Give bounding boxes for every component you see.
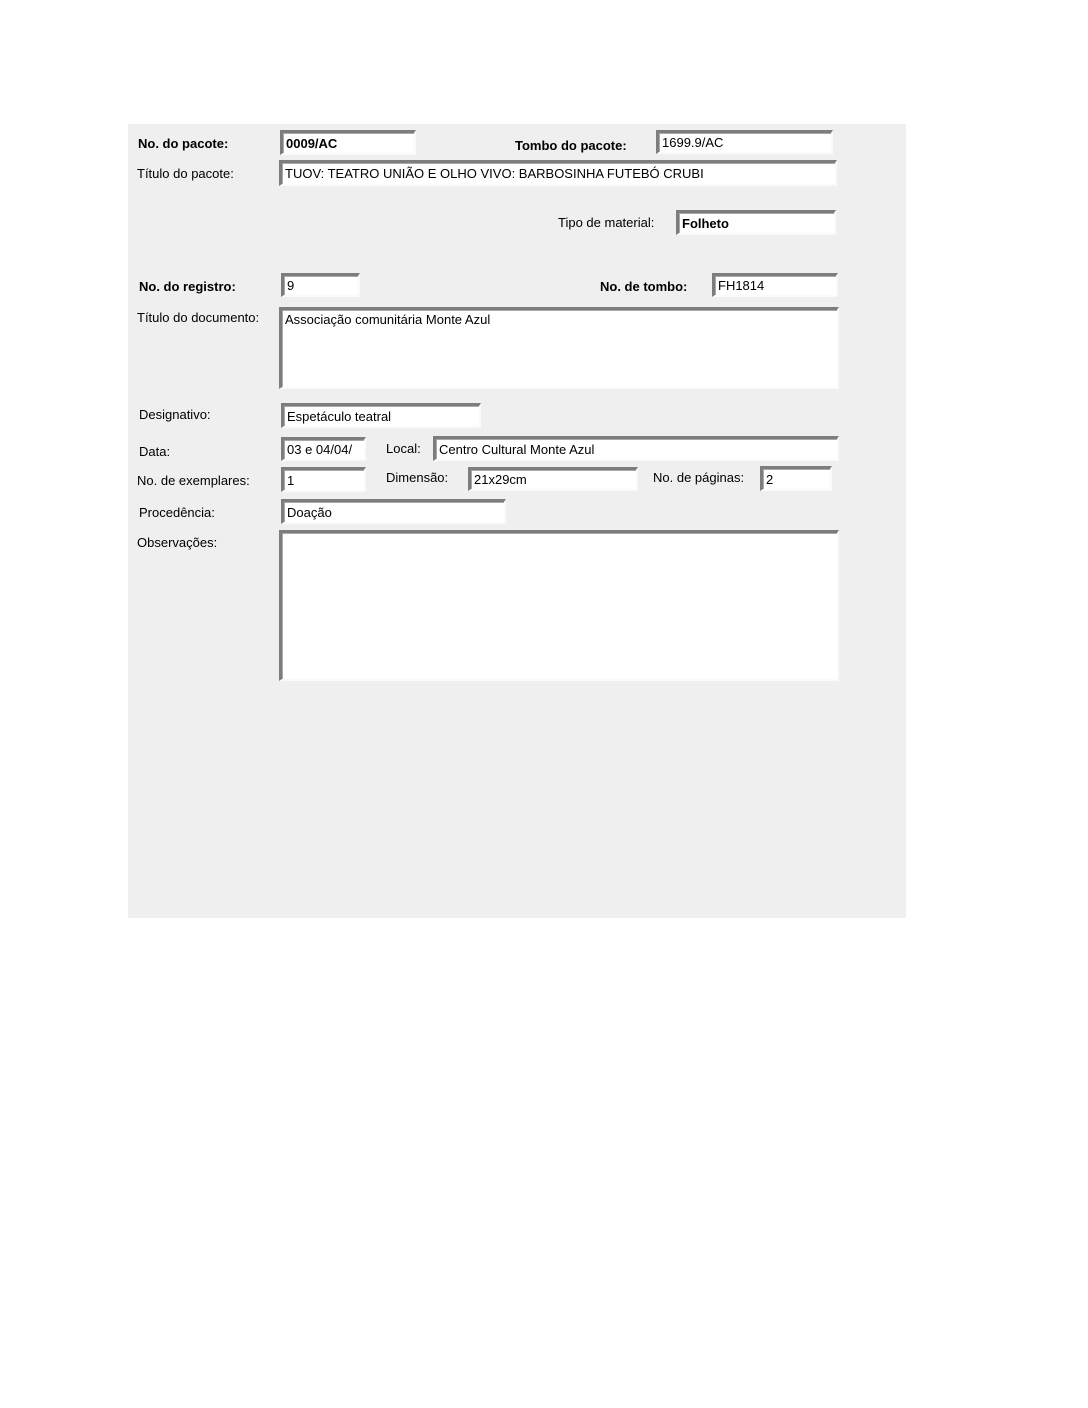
no-do-registro-input[interactable] xyxy=(281,273,360,297)
no-de-tombo-input[interactable] xyxy=(712,273,838,297)
data-label: Data: xyxy=(139,444,171,459)
no-do-registro-label: No. do registro: xyxy=(139,279,236,294)
titulo-do-documento-textarea[interactable] xyxy=(279,307,839,389)
observacoes-textarea[interactable] xyxy=(279,530,839,681)
no-do-pacote-input[interactable] xyxy=(280,130,416,155)
no-de-exemplares-label: No. de exemplares: xyxy=(137,473,250,488)
no-de-paginas-input[interactable] xyxy=(760,466,832,491)
no-do-pacote-label: No. do pacote: xyxy=(138,136,229,151)
dimensao-label: Dimensão: xyxy=(386,470,449,485)
record-form-panel xyxy=(128,124,906,918)
titulo-do-pacote-input[interactable] xyxy=(279,160,837,186)
no-de-exemplares-input[interactable] xyxy=(281,467,366,492)
local-label: Local: xyxy=(386,441,421,456)
dimensao-input[interactable] xyxy=(468,467,638,491)
titulo-do-documento-label: Título do documento: xyxy=(137,310,260,325)
no-de-tombo-label: No. de tombo: xyxy=(600,279,688,294)
procedencia-label: Procedência: xyxy=(139,505,215,520)
no-de-paginas-label: No. de páginas: xyxy=(653,470,745,485)
designativo-label: Designativo: xyxy=(139,407,211,422)
tipo-de-material-input[interactable] xyxy=(676,210,836,235)
data-input[interactable] xyxy=(281,437,366,461)
designativo-input[interactable] xyxy=(281,403,481,428)
local-input[interactable] xyxy=(433,436,839,461)
tombo-do-pacote-label: Tombo do pacote: xyxy=(515,138,627,153)
tipo-de-material-label: Tipo de material: xyxy=(558,215,655,230)
procedencia-input[interactable] xyxy=(281,499,506,524)
titulo-do-pacote-label: Título do pacote: xyxy=(137,166,234,181)
observacoes-label: Observações: xyxy=(137,535,218,550)
tombo-do-pacote-input[interactable] xyxy=(656,130,833,154)
